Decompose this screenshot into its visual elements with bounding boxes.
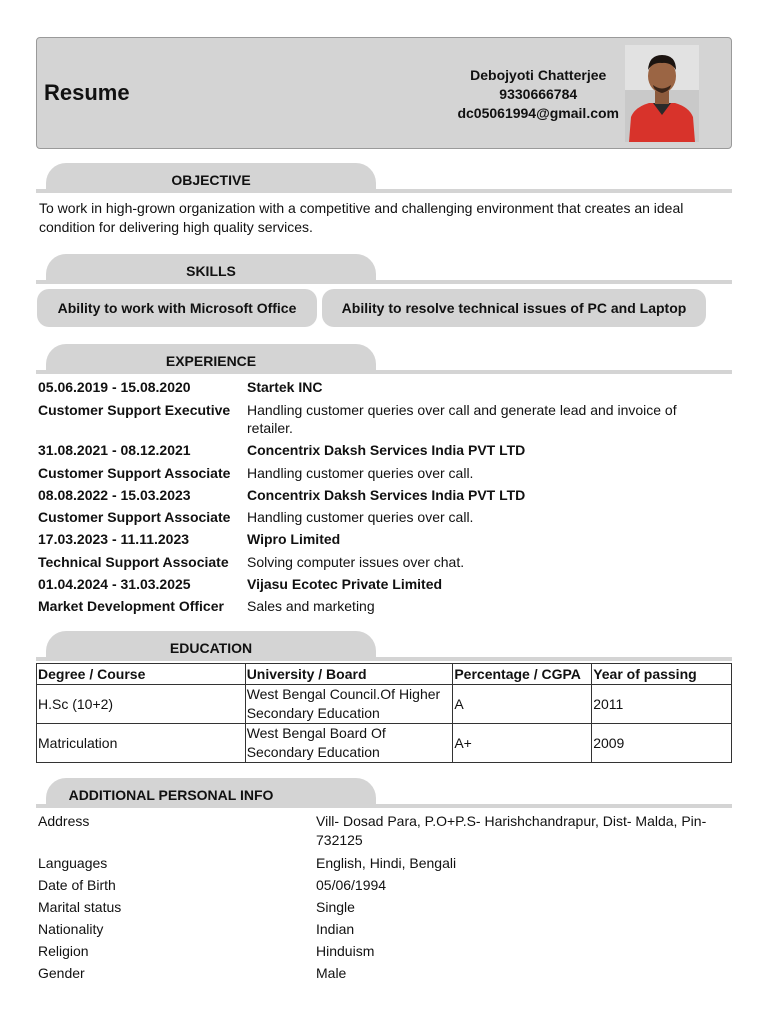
experience-dates: 08.08.2022 - 15.03.2023 [38,487,191,503]
experience-dates: 01.04.2024 - 31.03.2025 [38,576,191,592]
skills-heading: SKILLS [186,263,236,279]
skill-pill: Ability to work with Microsoft Office [37,289,317,327]
additional-info-section-header [36,774,732,808]
email-address: dc05061994@gmail.com [457,105,619,121]
info-value: 05/06/1994 [316,877,387,893]
table-cell: West Bengal Board Of Secondary Education [245,724,453,763]
table-header-row [37,664,732,685]
experience-role: Customer Support Executive [38,402,231,418]
table-cell: Matriculation [37,724,246,763]
experience-description: Handling customer queries over call. [247,465,474,481]
contact-block [457,66,619,123]
info-value: Vill- Dosad Para, P.O+P.S- Harishchandrapur, Dist- Malda, Pin-732125 [316,813,707,848]
info-value: English, Hindi, Bengali [316,855,457,871]
resume-header [36,37,732,149]
experience-description: Sales and marketing [247,598,375,614]
info-value: Indian [316,921,355,937]
experience-dates: 17.03.2023 - 11.11.2023 [38,531,190,547]
experience-company: Concentrix Daksh Services India PVT LTD [247,442,526,458]
skills-section-header [36,250,732,284]
info-label: Languages [38,855,108,871]
skill-pill: Ability to resolve technical issues of PC and Laptop [322,289,706,327]
column-header: Year of passing [592,664,732,685]
experience-description: Solving computer issues over chat. [247,554,465,570]
candidate-name: Debojyoti Chatterjee [470,67,607,83]
column-header: University / Board [245,664,453,685]
info-value: Male [316,965,347,981]
objective-text: To work in high-grown organization with a competitive and challenging environment that creates an ideal condition for delivering high quality services. [39,200,684,235]
table-cell: West Bengal Council.Of Higher Secondary Education [245,685,453,724]
info-value: Hinduism [316,943,375,959]
info-label: Religion [38,943,89,959]
objective-heading: OBJECTIVE [171,172,251,188]
info-label: Date of Birth [38,877,116,893]
page-title: Resume [44,80,130,105]
table-cell: A [453,685,592,724]
phone-number: 9330666784 [499,86,578,102]
experience-company: Vijasu Ecotec Private Limited [247,576,443,592]
objective-section-header [36,159,732,193]
table-row [37,724,732,763]
education-table [36,663,732,763]
experience-role: Customer Support Associate [38,465,231,481]
experience-dates: 05.06.2019 - 15.08.2020 [38,379,191,395]
experience-company: Startek INC [247,379,323,395]
table-row [37,685,732,724]
experience-description: Handling customer queries over call and generate lead and invoice of retailer. [247,402,677,436]
table-cell: 2011 [592,685,732,724]
education-heading: EDUCATION [169,640,253,656]
table-cell: A+ [453,724,592,763]
experience-description: Handling customer queries over call. [247,509,474,525]
info-label: Gender [38,965,85,981]
experience-role: Technical Support Associate [38,554,229,570]
info-value: Single [316,899,355,915]
experience-role: Customer Support Associate [38,509,231,525]
column-header: Percentage / CGPA [453,664,592,685]
column-header: Degree / Course [37,664,246,685]
experience-heading: EXPERIENCE [165,353,257,369]
experience-role: Market Development Officer [38,598,224,614]
info-label: Nationality [38,921,104,937]
experience-company: Concentrix Daksh Services India PVT LTD [247,487,526,503]
table-cell: H.Sc (10+2) [37,685,246,724]
experience-company: Wipro Limited [247,531,341,547]
info-label: Address [38,813,90,829]
info-label: Marital status [38,899,122,915]
education-section-header [36,627,732,661]
profile-photo [625,45,699,142]
table-cell: 2009 [592,724,732,763]
experience-section-header [36,340,732,374]
experience-dates: 31.08.2021 - 08.12.2021 [38,442,191,458]
additional-info-heading: ADDITIONAL PERSONAL INFO [68,787,274,803]
